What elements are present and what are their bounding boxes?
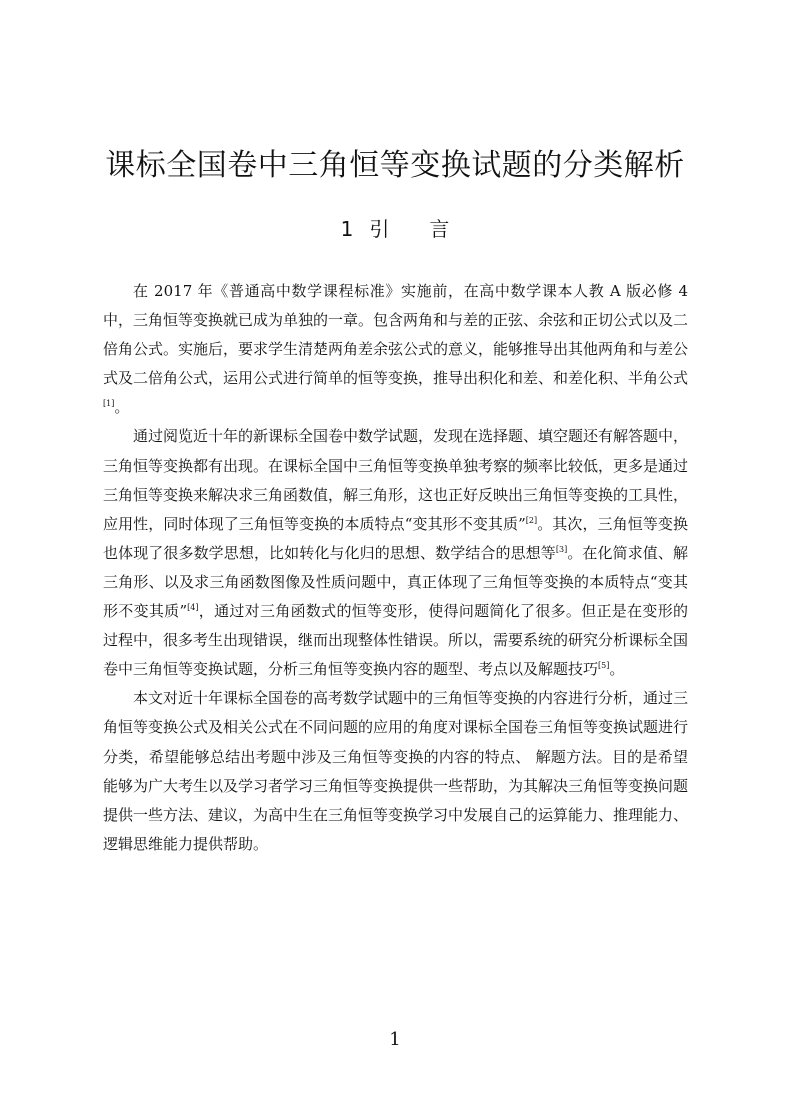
citation-ref: [4] — [187, 603, 199, 613]
section-heading — [0, 215, 790, 243]
paragraph-text: 。在化简求值、解三角形、以及求三角函数图像及性质问题中，真正体现了三角恒等变换的本质特点“变其形不变其质” — [103, 543, 688, 621]
paragraph-text: ，通过对三角函数式的恒等变形，使得问题简化了很多。但正是在变形的过程中，很多考生出现错误，继而出现整体性错误。所以，需要系统的研究分析课标全国卷中三角恒等变换试题，分析三角恒等变换内容的题型、考点以及解题技巧 — [103, 602, 689, 679]
citation-ref: [3] — [555, 544, 568, 554]
body-text — [103, 277, 688, 859]
paragraph-3 — [103, 684, 688, 859]
paragraph-1 — [103, 277, 688, 422]
paragraph-text: 。 — [609, 660, 625, 679]
paragraph-text: 本文对近十年课标全国卷的高考数学试题中的三角恒等变换的内容进行分析，通过三角恒等变换公式及相关公式在不同问题的应用的角度对课标全国卷三角恒等变换试题进行分类，希望能够总结出考题中涉及三角恒等变换的内容的特点、 解题方法。目的是希望能够为广大考生以及学习者学习三角恒等变换提供一些帮助，为其解决三角恒等变换问题提供一些方法、建议，为高中生在三角恒等变换学习中发展自己的运算能力、推理能力、逻辑思维能力提供帮助。 — [103, 689, 689, 853]
section-title-char-1: 引 — [369, 217, 390, 241]
paragraph-text: 。其次，三角恒等变换也体现了很多数学思想，比如转化与化归的思想、数学结合的思想等 — [103, 514, 688, 562]
paragraph-2 — [103, 422, 688, 684]
citation-ref: [5] — [598, 661, 610, 671]
paragraph-text: 在 2017 年《普通高中数学课程标准》实施前，在高中数学课本人教 A 版必修 4 中，三角恒等变换就已成为单独的一章。包含两角和与差的正弦、余弦和正切公式以及二倍角公式。实施后，要求学生清楚两角差余弦公式的意义，能够推导出其他两角和与差公式及二倍角公式，运用公式进行简单的恒等变换，推导出积化和差、和差化积、半角公式 — [103, 282, 689, 388]
document-title: 课标全国卷中三角恒等变换试题的分类解析 — [105, 148, 685, 183]
paragraph-text: 通过阅览近十年的新课标全国卷中数学试题，发现在选择题、填空题还有解答题中，三角恒等变换都有出现。在课标全国中三角恒等变换单独考察的频率比较低，更多是通过三角恒等变换来解决求三角函数值，解三角形，这也正好反映出三角恒等变换的工具性，应用性，同时体现了三角恒等变换的本质特点“变其形不变其质” — [103, 427, 689, 533]
citation-ref: [2] — [525, 515, 538, 525]
paragraph-text: 。 — [114, 398, 130, 417]
citation-ref: [1] — [103, 399, 115, 409]
section-number: 1 — [340, 217, 354, 241]
section-title-char-2: 言 — [429, 217, 450, 241]
page-number: 1 — [389, 1029, 401, 1050]
